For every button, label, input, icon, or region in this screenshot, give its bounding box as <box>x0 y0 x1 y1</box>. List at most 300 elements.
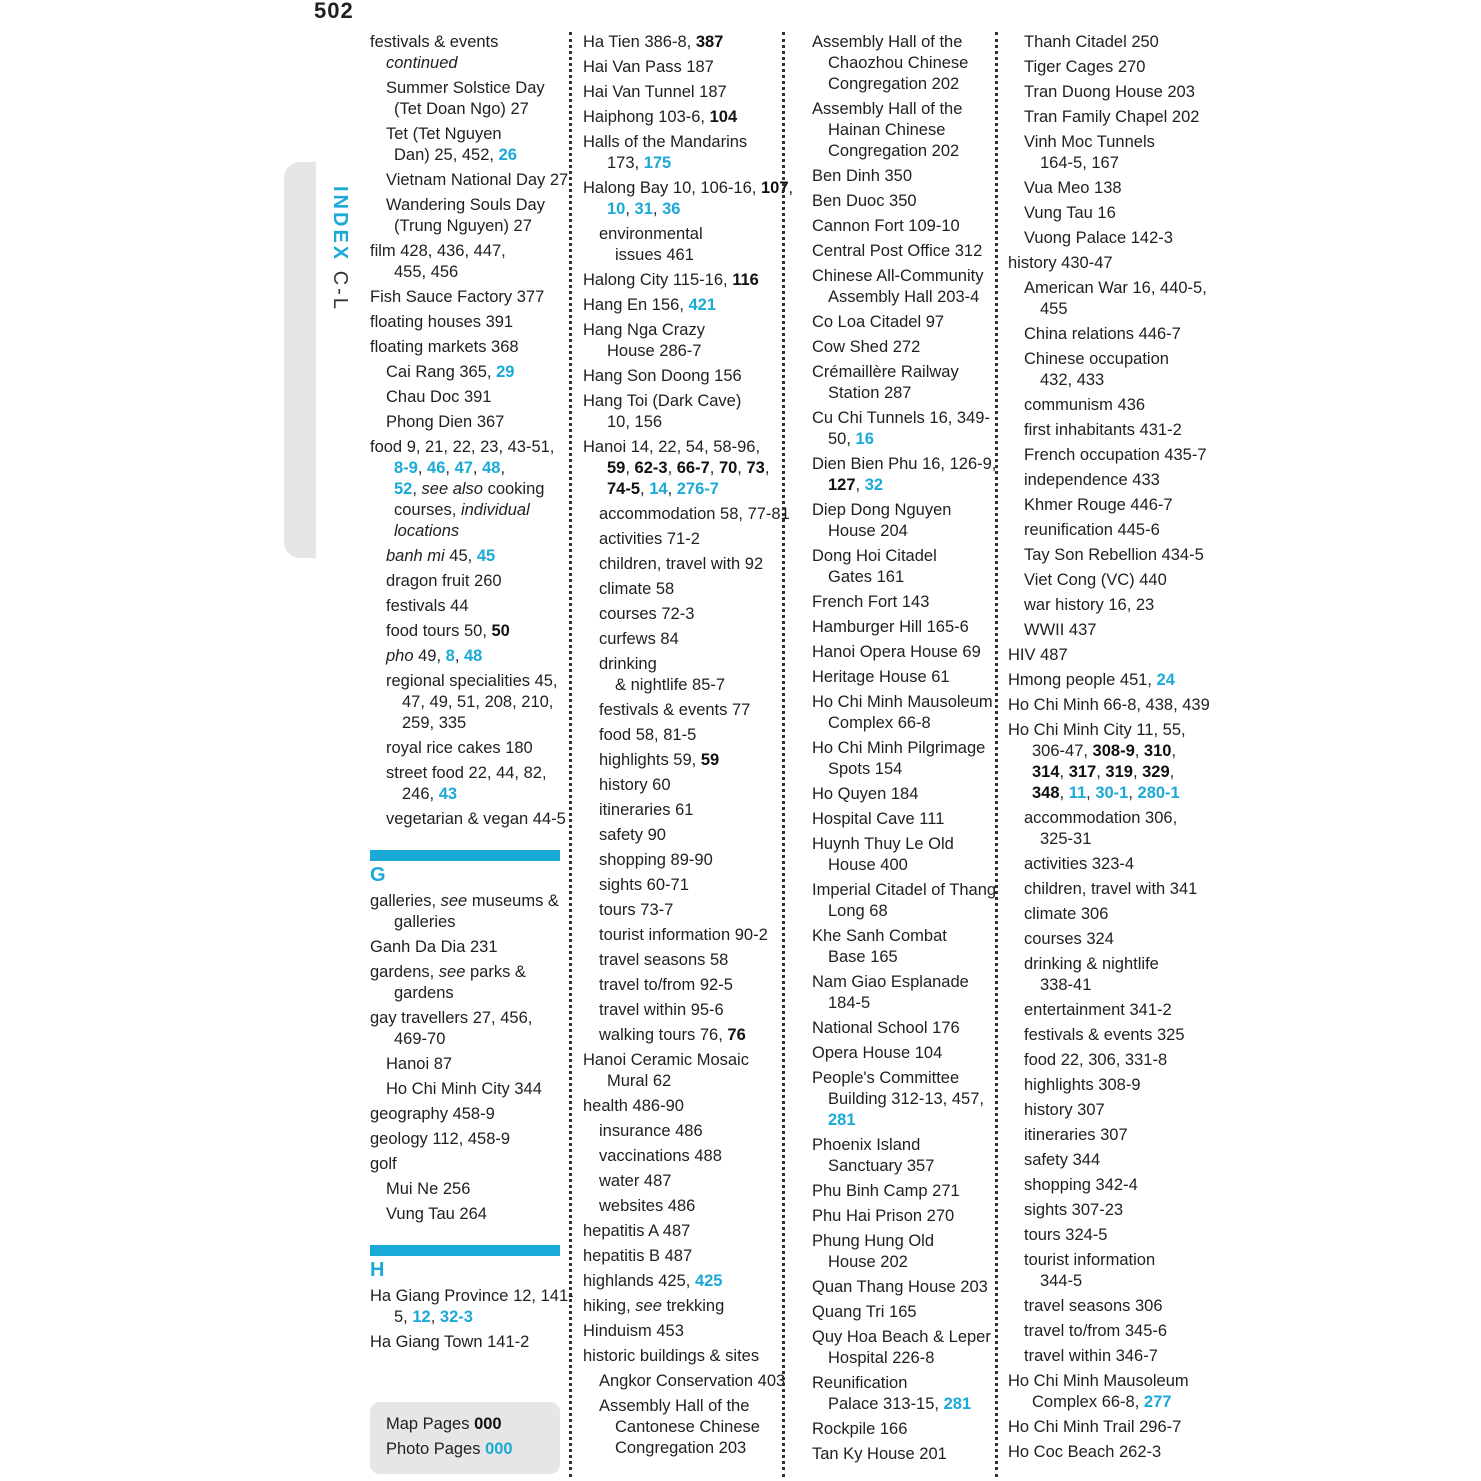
index-range: C-L <box>329 270 351 312</box>
entry-text: 306-47, <box>1032 742 1093 760</box>
photo-page-ref: 276-7 <box>676 480 719 498</box>
index-entry-line <box>583 1417 778 1438</box>
index-entry-line <box>812 32 987 53</box>
index-entry-line <box>583 775 778 796</box>
entry-text: House 400 <box>828 856 908 874</box>
section-letter: H <box>370 1259 385 1281</box>
photo-pages-label: Photo Pages <box>386 1440 486 1458</box>
entry-text: Ben Duoc 350 <box>812 192 917 210</box>
entry-text: , <box>788 179 794 197</box>
index-entry <box>583 1346 778 1367</box>
index-entry <box>583 800 778 821</box>
index-column-3 <box>812 28 997 1465</box>
photo-page-ref: 8-9 <box>394 459 418 477</box>
index-entry <box>812 1327 991 1369</box>
index-entry-line <box>370 937 560 958</box>
index-column-4 <box>1008 28 1208 1463</box>
entry-text: 259, 335 <box>402 714 467 732</box>
entry-text: Phong Dien 367 <box>386 413 505 431</box>
entry-text: museums & <box>467 892 559 910</box>
index-entry-line <box>1008 741 1208 762</box>
index-entry-line <box>1008 299 1208 320</box>
index-entry-line <box>812 947 987 968</box>
index-entry <box>812 642 987 663</box>
index-entry-line <box>812 1419 987 1440</box>
entry-text: Dan) 25, 452, <box>394 146 499 164</box>
entry-text: gay travellers 27, 456, <box>370 1009 533 1027</box>
entry-text: Chinese All-Community <box>812 267 984 285</box>
index-entry-line <box>370 1307 560 1328</box>
entry-text: hepatitis B 487 <box>583 1247 693 1265</box>
index-entry <box>370 1204 560 1225</box>
index-entry-line <box>812 1135 987 1156</box>
map-page-ref: 308-9 <box>1092 742 1135 760</box>
index-entry <box>583 1121 778 1142</box>
index-entry <box>583 224 778 266</box>
index-entry <box>1008 808 1208 850</box>
entry-text: Ho Chi Minh Mausoleum <box>812 693 993 711</box>
index-entry <box>583 437 778 500</box>
entry-text: Building 312-13, 457, <box>828 1090 984 1108</box>
index-entry-line <box>583 1321 778 1342</box>
entry-text: climate 306 <box>1024 905 1109 923</box>
entry-text: China relations 446-7 <box>1024 325 1181 343</box>
index-entry-line <box>370 1179 560 1200</box>
entry-text: Tan Ky House 201 <box>812 1445 947 1463</box>
index-entry-line <box>1008 1225 1208 1246</box>
index-entry <box>1008 645 1208 666</box>
index-entry-line <box>1008 829 1208 850</box>
entry-text: Congregation 203 <box>615 1439 747 1457</box>
index-entry-line <box>1008 904 1208 925</box>
photo-page-ref: 52 <box>394 480 413 498</box>
index-entry <box>583 1221 778 1242</box>
index-entry <box>812 784 987 805</box>
index-entry <box>583 1146 778 1167</box>
entry-text: House 202 <box>828 1253 908 1271</box>
entry-text: issues 461 <box>615 246 694 264</box>
index-entry-line <box>1008 1125 1208 1146</box>
entry-text: history 60 <box>599 776 671 794</box>
photo-page-ref: 29 <box>496 363 515 381</box>
index-entry-line <box>812 454 997 475</box>
entry-text: tourist information 90-2 <box>599 926 768 944</box>
entry-text: Ho Chi Minh Trail 296-7 <box>1008 1418 1182 1436</box>
entry-text: Ha Giang Town 141-2 <box>370 1333 530 1351</box>
entry-text: Ho Chi Minh Mausoleum <box>1008 1372 1189 1390</box>
index-entry <box>583 1196 778 1217</box>
entry-text: 49, <box>413 647 446 665</box>
index-entry-line <box>812 362 987 383</box>
entry-text: trekking <box>661 1297 725 1315</box>
map-pages-key <box>386 1412 560 1437</box>
index-entry-line <box>370 1054 560 1075</box>
index-entry <box>812 546 987 588</box>
index-entry-line <box>370 983 560 1004</box>
photo-page-ref: 32-3 <box>439 1308 473 1326</box>
entry-text: Quan Thang House 203 <box>812 1278 988 1296</box>
entry-text: Cu Chi Tunnels 16, 349- <box>812 409 990 427</box>
index-entry-line <box>583 391 778 412</box>
index-entry-line <box>583 82 778 103</box>
entry-text: vaccinations 488 <box>599 1147 722 1165</box>
entry-text: activities 71-2 <box>599 530 700 548</box>
index-entry-line <box>370 412 560 433</box>
index-entry <box>370 937 560 958</box>
index-entry-line <box>1008 783 1208 804</box>
index-entry <box>370 387 560 408</box>
index-entry-line <box>1008 762 1208 783</box>
entry-text: Long 68 <box>828 902 888 920</box>
entry-text: Huynh Thuy Le Old <box>812 835 954 853</box>
index-entry <box>370 646 560 667</box>
index-entry-line <box>1008 1150 1208 1171</box>
index-entry-line <box>583 975 778 996</box>
index-entry-line <box>812 1110 987 1131</box>
entry-text: HIV 487 <box>1008 646 1068 664</box>
entry-text: (Trung Nguyen) 27 <box>394 217 532 235</box>
entry-text: locations <box>394 522 460 540</box>
index-entry-line <box>370 195 560 216</box>
index-entry <box>583 82 778 103</box>
index-entry-line <box>370 1332 560 1353</box>
entry-text: Imperial Citadel of Thang <box>812 881 997 899</box>
entry-text: reunification 445-6 <box>1024 521 1160 539</box>
index-entry-line <box>1008 808 1208 829</box>
index-entry <box>1008 904 1208 925</box>
entry-text: Vung Tau 16 <box>1024 204 1116 222</box>
entry-text: Ho Chi Minh City 344 <box>386 1080 542 1098</box>
entry-text: House 286-7 <box>607 342 702 360</box>
entry-text: , <box>640 480 650 498</box>
index-entry-line <box>583 1050 778 1071</box>
index-entry <box>812 972 987 1014</box>
index-entry <box>812 166 987 187</box>
entry-text: Complex 66-8, <box>1032 1393 1144 1411</box>
entry-text: 164-5, 167 <box>1040 154 1119 172</box>
entry-text: Wandering Souls Day <box>386 196 545 214</box>
index-entry-line <box>583 925 778 946</box>
index-entry <box>583 270 778 291</box>
index-entry <box>370 1079 560 1100</box>
entry-text: , <box>454 647 464 665</box>
index-entry-line <box>1008 975 1208 996</box>
entry-text: safety 90 <box>599 826 666 844</box>
entry-text: 173, <box>607 154 644 172</box>
entry-text: Nam Giao Esplanade <box>812 973 969 991</box>
entry-text: Mui Ne 256 <box>386 1180 471 1198</box>
entry-text: courses, <box>394 501 461 519</box>
index-entry-line <box>583 1371 786 1392</box>
index-entry-line <box>583 654 778 675</box>
photo-page-ref: 45 <box>476 547 496 565</box>
index-entry <box>1008 203 1208 224</box>
section-letter: G <box>370 864 386 886</box>
entry-text: , <box>1059 763 1069 781</box>
entry-text: see <box>438 963 466 981</box>
entry-text: Ho Chi Minh Pilgrimage <box>812 739 986 757</box>
index-entry <box>1008 929 1208 950</box>
index-entry-line <box>370 99 560 120</box>
entry-text: gardens <box>394 984 454 1002</box>
entry-text: tours 73-7 <box>599 901 674 919</box>
photo-page-ref: 421 <box>688 296 717 314</box>
index-entry-line <box>370 241 560 262</box>
index-entry-line <box>583 1396 778 1417</box>
entry-text: 338-41 <box>1040 976 1092 994</box>
entry-text: geography 458-9 <box>370 1105 495 1123</box>
index-entry <box>812 1373 987 1415</box>
photo-page-ref: 48 <box>482 459 501 477</box>
index-entry-line <box>583 800 778 821</box>
index-entry-line <box>370 53 560 74</box>
index-entry <box>812 1302 987 1323</box>
entry-text: see also <box>421 480 483 498</box>
entry-text: courses 324 <box>1024 930 1114 948</box>
entry-text: food tours 50, <box>386 622 492 640</box>
index-entry-line <box>583 529 778 550</box>
index-entry-line <box>1008 1025 1208 1046</box>
index-entry-line <box>370 713 560 734</box>
entry-text: film 428, 436, 447, <box>370 242 506 260</box>
index-entry <box>812 834 987 876</box>
index-entry-line <box>583 1221 778 1242</box>
index-entry-line <box>812 1277 987 1298</box>
index-entry <box>370 241 560 283</box>
index-entry-line <box>1008 470 1208 491</box>
index-entry <box>812 312 987 333</box>
index-entry-line <box>370 891 560 912</box>
index-entry-line <box>1008 57 1208 78</box>
index-entry-line <box>812 337 987 358</box>
entry-text: People's Committee <box>812 1069 960 1087</box>
entry-text: hiking, <box>583 1297 636 1315</box>
index-entry <box>812 1277 987 1298</box>
index-entry <box>583 875 778 896</box>
index-entry <box>370 362 560 383</box>
index-entry <box>812 1231 987 1273</box>
index-entry-line <box>370 124 560 145</box>
index-entry-line <box>812 1181 987 1202</box>
index-entry-line <box>1008 570 1208 591</box>
index-entry <box>583 1296 778 1317</box>
index-entry-line <box>1008 132 1208 153</box>
photo-page-ref: 30-1 <box>1095 784 1129 802</box>
index-entry <box>370 412 560 433</box>
index-entry-line <box>812 784 987 805</box>
entry-text: Phu Hai Prison 270 <box>812 1207 955 1225</box>
entry-text: , <box>667 459 677 477</box>
index-entry-line <box>370 216 560 237</box>
index-entry-line <box>1008 228 1208 249</box>
index-entry <box>583 366 778 387</box>
entry-text: , <box>1169 763 1175 781</box>
entry-text: history 430-47 <box>1008 254 1113 272</box>
index-entry-line <box>812 1327 991 1348</box>
index-entry <box>583 579 778 600</box>
index-entry <box>1008 1125 1208 1146</box>
index-entry <box>1008 495 1208 516</box>
index-entry <box>1008 570 1208 591</box>
entry-text: 5, <box>394 1308 413 1326</box>
map-page-ref: 73 <box>746 459 765 477</box>
entry-text: sights 307-23 <box>1024 1201 1124 1219</box>
index-entry-line <box>370 546 560 567</box>
entry-text: Assembly Hall of the <box>812 33 963 51</box>
entry-text: Tet (Tet Nguyen <box>386 125 502 143</box>
index-entry <box>1008 1417 1208 1438</box>
index-entry <box>1008 545 1208 566</box>
index-entry <box>1008 1175 1208 1196</box>
index-entry-line <box>812 834 987 855</box>
index-side-tab <box>284 162 316 558</box>
index-entry-line <box>370 784 560 805</box>
entry-text: first inhabitants 431-2 <box>1024 421 1182 439</box>
index-entry-line <box>370 479 560 500</box>
index-entry <box>583 1396 778 1459</box>
index-entry <box>1008 954 1208 996</box>
entry-text: geology 112, 458-9 <box>370 1130 511 1148</box>
index-entry-line <box>370 287 560 308</box>
index-entry-line <box>812 926 987 947</box>
photo-pages-key <box>386 1437 560 1462</box>
index-entry-line <box>812 901 987 922</box>
map-page-ref: 348 <box>1032 784 1060 802</box>
index-entry <box>370 1154 560 1175</box>
index-entry <box>583 1025 778 1046</box>
index-entry-line <box>812 1302 987 1323</box>
map-page-ref: 70 <box>718 459 738 477</box>
index-entry-line <box>583 270 778 291</box>
index-entry-line <box>370 646 560 667</box>
entry-text: drinking <box>599 655 657 673</box>
entry-text: Hinduism 453 <box>583 1322 684 1340</box>
index-entry-line <box>812 191 987 212</box>
index-entry-line <box>812 429 987 450</box>
index-entry <box>583 178 794 220</box>
index-entry <box>370 1179 560 1200</box>
index-entry <box>812 216 987 237</box>
index-entry-line <box>1008 420 1208 441</box>
index-entry <box>370 738 560 759</box>
entry-text: travel to/from 345-6 <box>1024 1322 1168 1340</box>
index-entry-line <box>370 170 569 191</box>
entry-text: Tay Son Rebellion 434-5 <box>1024 546 1204 564</box>
index-entry <box>1008 1150 1208 1171</box>
index-entry-line <box>583 1000 778 1021</box>
map-page-ref: 66-7 <box>676 459 710 477</box>
index-entry <box>1008 879 1208 900</box>
entry-text: war history 16, 23 <box>1024 596 1155 614</box>
index-entry <box>812 241 987 262</box>
entry-text: Hanoi Opera House 69 <box>812 643 981 661</box>
index-entry <box>812 617 987 638</box>
entry-text: Vua Meo 138 <box>1024 179 1122 197</box>
index-entry-line <box>812 642 987 663</box>
entry-text: Hang En 156, <box>583 296 689 314</box>
entry-text: Gates 161 <box>828 568 905 586</box>
index-label: INDEX <box>329 186 351 263</box>
entry-text: travel within 346-7 <box>1024 1347 1158 1365</box>
index-entry <box>583 1000 778 1021</box>
index-entry-line <box>812 1348 987 1369</box>
index-entry-line <box>583 850 778 871</box>
index-entry <box>370 546 560 567</box>
column-divider <box>782 32 785 1477</box>
entry-text: Palace 313-15, <box>828 1395 944 1413</box>
index-entry-line <box>583 554 778 575</box>
photo-page-ref: 24 <box>1156 671 1175 689</box>
index-entry-line <box>370 521 560 542</box>
index-entry-line <box>370 1008 560 1029</box>
index-entry-line <box>1008 82 1208 103</box>
entry-text: Ho Quyen 184 <box>812 785 919 803</box>
entry-text: Quy Hoa Beach & Leper <box>812 1328 991 1346</box>
entry-text: Ho Chi Minh City 11, 55, <box>1008 721 1186 739</box>
index-entry <box>812 99 987 162</box>
index-entry <box>583 529 778 550</box>
index-entry <box>812 1419 987 1440</box>
entry-text: see <box>635 1297 662 1315</box>
index-entry-line <box>583 1271 778 1292</box>
index-entry <box>370 1104 560 1125</box>
index-entry <box>370 437 560 542</box>
index-entry-line <box>1008 520 1208 541</box>
index-entry <box>370 809 566 830</box>
entry-text: , <box>625 459 635 477</box>
index-entry <box>812 1206 987 1227</box>
entry-text: Chau Doc 391 <box>386 388 492 406</box>
entry-text: Fish Sauce Factory 377 <box>370 288 545 306</box>
index-entry <box>1008 1296 1208 1317</box>
entry-text: golf <box>370 1155 397 1173</box>
index-entry-line <box>812 993 987 1014</box>
entry-text: galleries <box>394 913 456 931</box>
index-entry-line <box>1008 107 1208 128</box>
index-entry-line <box>583 458 778 479</box>
entry-text: 47, 49, 51, 208, 210, <box>402 693 554 711</box>
index-entry-line <box>1008 178 1208 199</box>
index-entry-line <box>583 629 778 650</box>
index-entry-line <box>1008 1271 1208 1292</box>
entry-text: House 204 <box>828 522 908 540</box>
index-entry-line <box>583 579 778 600</box>
index-entry-line <box>370 738 560 759</box>
index-entry-line <box>812 141 987 162</box>
entry-text: Central Post Office 312 <box>812 242 983 260</box>
photo-page-ref: 36 <box>662 200 681 218</box>
index-entry <box>583 132 778 174</box>
map-page-ref: 59 <box>607 459 626 477</box>
entry-text: Cannon Fort 109-10 <box>812 217 960 235</box>
index-entry-line <box>812 99 987 120</box>
index-entry <box>1008 324 1208 345</box>
index-entry <box>812 408 990 450</box>
index-entry <box>812 738 987 780</box>
entry-text: Hospital Cave 111 <box>812 810 945 828</box>
index-section-label <box>328 186 351 312</box>
entry-text: health 486-90 <box>583 1097 684 1115</box>
index-entry-line <box>583 412 778 433</box>
entry-text: hepatitis A 487 <box>583 1222 691 1240</box>
page-number: 502 <box>314 0 354 23</box>
entry-text: accommodation 58, 77-81 <box>599 505 790 523</box>
index-entry <box>1008 82 1208 103</box>
index-entry-line <box>812 1394 987 1415</box>
photo-page-ref: 281 <box>943 1395 972 1413</box>
entry-text: itineraries 307 <box>1024 1126 1128 1144</box>
index-entry-line <box>370 1204 560 1225</box>
